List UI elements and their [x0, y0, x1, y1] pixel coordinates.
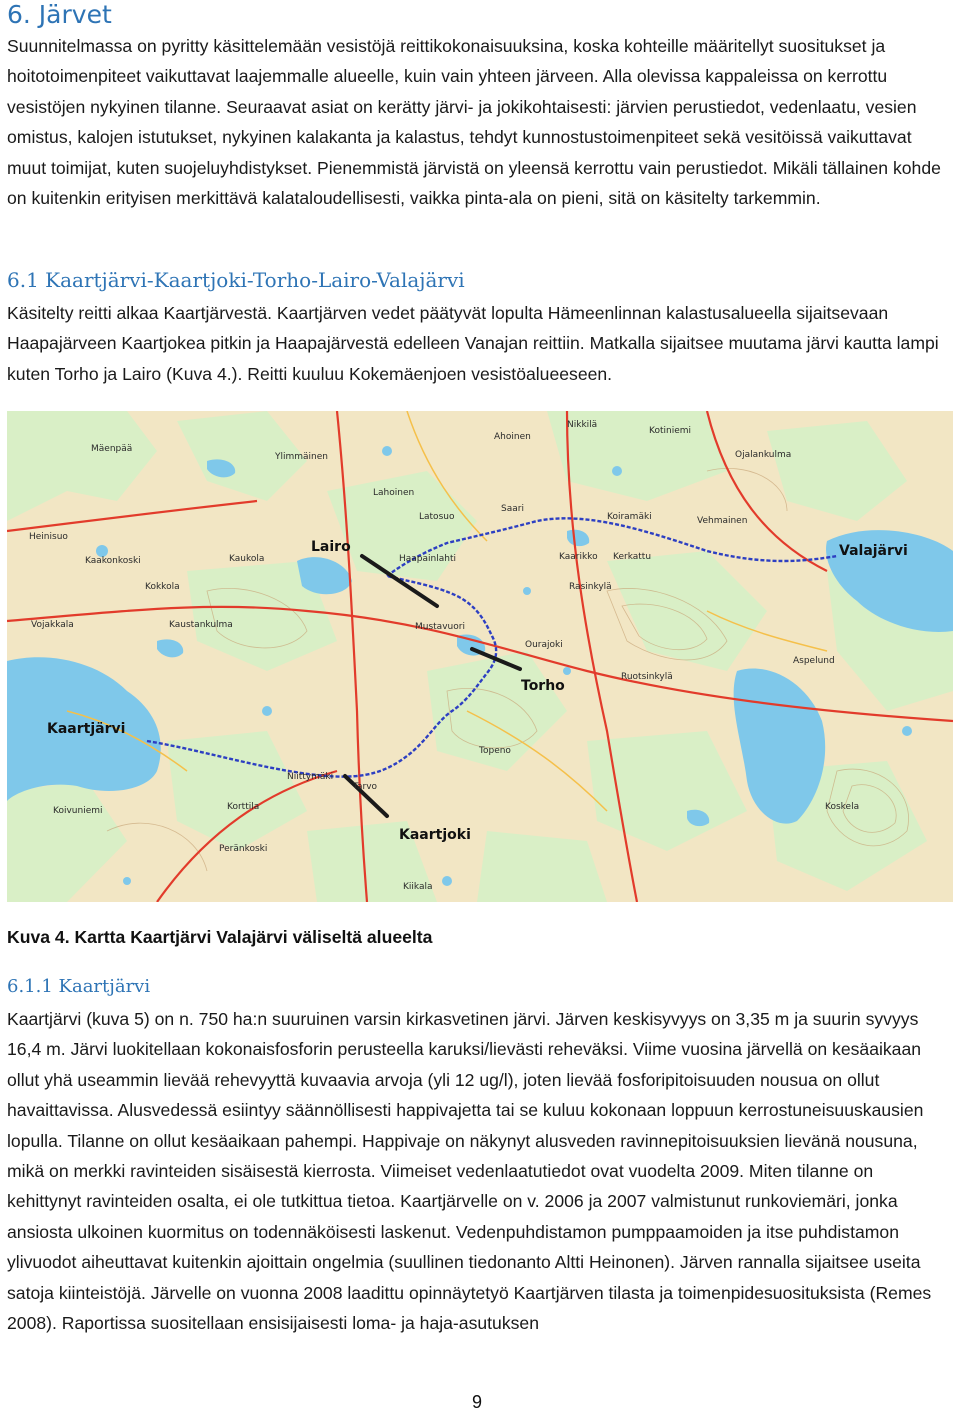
- place-label: Kerkattu: [613, 552, 652, 562]
- place-label: Niittymäki: [287, 772, 334, 782]
- place-label: Peränkoski: [219, 844, 268, 854]
- place-label: Mäenpää: [91, 444, 133, 454]
- place-label: Aspelund: [793, 656, 835, 666]
- subsection-heading: 6.1.1 Kaartjärvi: [7, 976, 151, 997]
- place-label: Mustavuori: [415, 622, 465, 632]
- figure-caption: Kuva 4. Kartta Kaartjärvi Valajärvi väliseltä alueelta: [7, 927, 433, 947]
- intro-paragraph: Suunnitelmassa on pyritty käsittelemään vesistöjä reittikokonaisuuksina, koska kohteille määritellyt suositukset ja hoitotoimenpiteet vaikuttavat laajemmalle alueelle, kuin vain yhteen järveen. Alla olevissa kappaleissa on kerrottu vesistöjen nykyinen tilanne. Seuraavat asiat on kerätty järvi- ja jokikohtaisesti: järvien perustiedot, vedenlaatu, vesien omistus, kalojen istutukset, nykyinen kalakanta ja kalastus, tehdyt kunnostustoimenpiteet sekä vesitöissä vaikuttavat muut toimijat, kuten suojeluyhdistykset. Pienemmistä järvistä on yleensä kerrottu vain perustiedot. Mikäli tällainen kohde on kuitenkin erityisen merkittävä kalataloudellisesti, vaikka pinta-ala on pieni, sitä on käsitelty tarkemmin.: [7, 36, 941, 209]
- place-label: Kaakonkoski: [85, 556, 141, 566]
- place-label: Saari: [501, 504, 524, 514]
- place-label: Koskela: [825, 802, 860, 812]
- place-label: Ourajoki: [525, 640, 563, 650]
- section-paragraph: Käsitelty reitti alkaa Kaartjärvestä. Kaartjärven vedet päätyvät lopulta Hämeenlinnan kalastusalueella sijaitsevaan Haapajärveen Kaartjokea pitkin ja Haapajärvestä edelleen Vanajan reittiin. Matkalla sijaitsee muutama järvi kautta lampi kuten Torho ja Lairo (Kuva 4.). Reitti kuuluu Kokemäenjoen vesistöalueeseen.: [7, 303, 939, 384]
- place-label: Lahoinen: [373, 488, 415, 498]
- place-label: Korttila: [227, 802, 260, 812]
- place-label: Ylimmäinen: [275, 452, 328, 462]
- place-label: Rasinkylä: [569, 582, 612, 592]
- place-label: Kiikala: [403, 882, 433, 892]
- place-label: Kaarikko: [559, 552, 598, 562]
- place-label: Kotiniemi: [649, 426, 691, 436]
- place-label: Haapainlahti: [399, 554, 456, 564]
- route-map: [7, 411, 953, 902]
- page-number: 9: [472, 1392, 483, 1412]
- place-label: Kaukola: [229, 554, 265, 564]
- place-label: Topeno: [479, 746, 511, 756]
- label-kaartjarvi: Kaartjärvi: [47, 721, 126, 737]
- place-label: Latosuo: [419, 512, 455, 522]
- place-label: Vojakkala: [31, 620, 74, 630]
- subsection-paragraph: Kaartjärvi (kuva 5) on n. 750 ha:n suuruinen varsin kirkasvetinen järvi. Järven keskisyvyys on 3,35 m ja suurin syvyys 16,4 m. Järvi luokitellaan kokonaisfosforin perusteella karuksi/lievästi reheväksi. Viime vuosina järvellä on kesäaikaan ollut yhä useammin lievää rehevyyttä kuvaavia arvoja (yli 12 ug/l), joten lievää fosforipitoisuuden nousua on ollut havaittavissa. Alusvedessä esiintyy säännöllisesti happivajetta tai se kuluu kokonaan loppuun kerrostuneisuuskausien lopulla. Tilanne on ollut kesäaikaan pahempi. Happivaje on näkynyt alusveden ravinnepitoisuuksien lievänä nousuna, mikä on merkki ravinteiden sisäisestä kierrosta. Viimeiset vedenlaatutiedot ovat vuodelta 2009. Miten tilanne on kehittynyt ravinteiden osalta, ei ole tutkittua tietoa. Kaartjärvelle on v. 2006 ja 2007 valmistunut runkoviemäri, jonka ansiosta ulkoinen kuormitus on todennäköisesti laskenut. Vedenpuhdistamon pumppaamoiden ja itse puhdistamon ylivuodot aiheuttavat kuitenkin ajoittain ongelmia (suullinen tiedonanto Altti Heinonen). Järven rannalla sijaitsee useita satoja kiinteistöjä. Järvelle on vuonna 2008 laadittu opinnäytetyö Kaartjärven tilasta ja toimenpidesuosituksista (Remes 2008). Raportissa suositellaan ensisijaisesti loma- ja haja-asutuksen: [7, 1009, 932, 1334]
- place-label: Koiramäki: [607, 512, 652, 522]
- label-valajarvi: Valajärvi: [839, 543, 908, 559]
- label-kaartjoki: Kaartjoki: [399, 827, 471, 843]
- label-lairo: Lairo: [311, 539, 351, 555]
- label-torho: Torho: [521, 678, 565, 694]
- place-label: Ahoinen: [494, 432, 531, 442]
- place-label: Vehmainen: [697, 516, 748, 526]
- page-heading: 6. Järvet: [7, 0, 112, 29]
- place-label: Nikkilä: [567, 420, 598, 430]
- place-label: Kokkola: [145, 582, 180, 592]
- place-label: Kaustankulma: [169, 620, 233, 630]
- place-label: Tarvo: [353, 782, 378, 792]
- section-heading: 6.1 Kaartjärvi-Kaartjoki-Torho-Lairo-Valajärvi: [7, 268, 465, 292]
- place-label: Ojalankulma: [735, 450, 792, 460]
- place-label: Ruotsinkylä: [621, 672, 673, 682]
- place-label: Heinisuo: [29, 532, 68, 542]
- place-label: Koivuniemi: [53, 806, 103, 816]
